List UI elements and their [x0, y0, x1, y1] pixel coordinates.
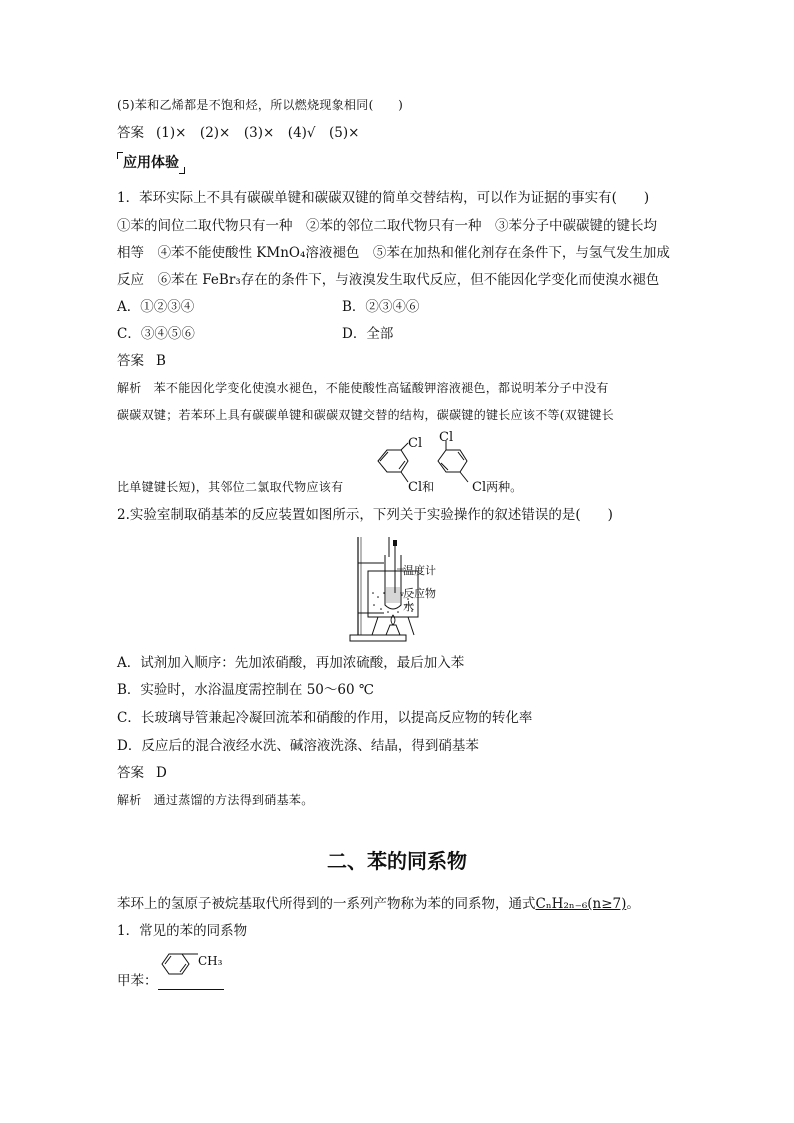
q2-answer-label: 答案: [117, 765, 144, 781]
intro-text: 苯环上的氢原子被烷基取代所得到的一系列产物称为苯的同系物，通式: [117, 896, 536, 912]
label-water: 水: [403, 600, 414, 613]
q1-analysis-3-end: [472, 478, 522, 495]
toluene-blank: [158, 975, 224, 990]
q1-analysis-label: 解析: [117, 381, 142, 395]
q2-option-b: B．实验时，水浴温度需控制在 50～60 ℃: [117, 682, 374, 698]
answer-line: [117, 124, 359, 142]
homolog-intro: [117, 895, 640, 913]
label-reactants: 反应物: [403, 587, 436, 600]
q1-analysis-3-mid: [408, 478, 434, 495]
q2-analysis-text: 通过蒸馏的方法得到硝基苯。: [153, 793, 314, 807]
q1-line-3: 相等 ④苯不能使酸性 KMnO₄溶液褪色 ⑤苯在加热和催化剂存在条件下，与氢气发生加成: [117, 245, 670, 261]
q1-option-a: A．①②③④: [117, 299, 195, 315]
q1-option-b: B．②③④⑥: [342, 299, 420, 315]
cl-label-2a: Cl: [439, 430, 454, 445]
q1-analysis-2: 碳碳双键；若苯环上具有碳碳单键和碳碳双键交替的结构，碳碳键的键长应该不等(双键键长: [117, 408, 614, 422]
q2-answer: [117, 764, 167, 782]
intro-end: 。: [626, 896, 640, 912]
cl-label-1b: Cl: [408, 480, 423, 495]
cl-label-2b: Cl: [472, 480, 487, 495]
q2-stem: 2.实验室制取硝基苯的反应装置如图所示，下列关于实验操作的叙述错误的是( ): [117, 507, 613, 523]
q2-answer-value: D: [156, 765, 167, 781]
q1-option-d: D．全部: [342, 326, 394, 342]
q2-analysis-label: 解析: [117, 793, 142, 807]
q1-stem: 1．苯环实际上不具有碳碳单键和碳碳双键的简单交替结构，可以作为证据的事实有( ): [117, 190, 650, 206]
toluene-line: [117, 972, 224, 990]
ch3-label: CH₃: [198, 954, 223, 968]
q1-analysis-text-3a: 比单键键长短)，其邻位二氯取代物应该有: [117, 480, 344, 494]
q1-line-2: ①苯的间位二取代物只有一种 ②苯的邻位二取代物只有一种 ③苯分子中碳碳键的键长均: [117, 218, 657, 234]
general-formula: CₙH₂ₙ₋₆(n≥7): [535, 896, 627, 912]
q1-analysis-text-1: 苯不能因化学变化使溴水褪色，不能使酸性高锰酸钾溶液褪色，都说明苯分子中没有: [153, 381, 609, 395]
answer-value: (1)× (2)× (3)× (4)√ (5)×: [156, 125, 360, 141]
q2-option-a: A．试剂加入顺序：先加浓硝酸，再加浓硫酸，最后加入苯: [117, 655, 465, 671]
q1-analysis-3: [117, 478, 343, 496]
answer-label: 答案: [117, 125, 144, 141]
q1-answer-value: B: [156, 353, 166, 369]
subheading-common-homologs: 1．常见的苯的同系物: [117, 923, 248, 939]
q2-option-c: C．长玻璃导管兼起冷凝回流苯和硝酸的作用，以提高反应物的转化率: [117, 710, 533, 726]
q1-analysis-text-3b: 和: [422, 480, 435, 494]
q1-analysis-text-3c: 两种。: [486, 480, 523, 494]
toluene-label: 甲苯：: [117, 973, 158, 989]
q1-option-c: C．③④⑤⑥: [117, 326, 195, 342]
label-thermometer: 温度计: [403, 564, 436, 577]
q1-answer: [117, 352, 166, 370]
section-heading: 二、苯的同系物: [327, 849, 467, 873]
cl-label-1a: Cl: [408, 436, 423, 451]
section-title: 应用体验: [117, 152, 185, 174]
q1-line-4: 反应 ⑥苯在 FeBr₃存在的条件下，与液溴发生取代反应，但不能因化学变化而使溴水褪色: [117, 272, 660, 288]
q2-option-d: D．反应后的混合液经水洗、碱溶液洗涤、结晶，得到硝基苯: [117, 738, 479, 754]
question-5: (5)苯和乙烯都是不饱和烃，所以燃烧现象相同( ): [117, 98, 404, 112]
q1-analysis-1: [117, 379, 609, 397]
q1-answer-label: 答案: [117, 353, 144, 369]
q2-analysis: [117, 791, 314, 809]
